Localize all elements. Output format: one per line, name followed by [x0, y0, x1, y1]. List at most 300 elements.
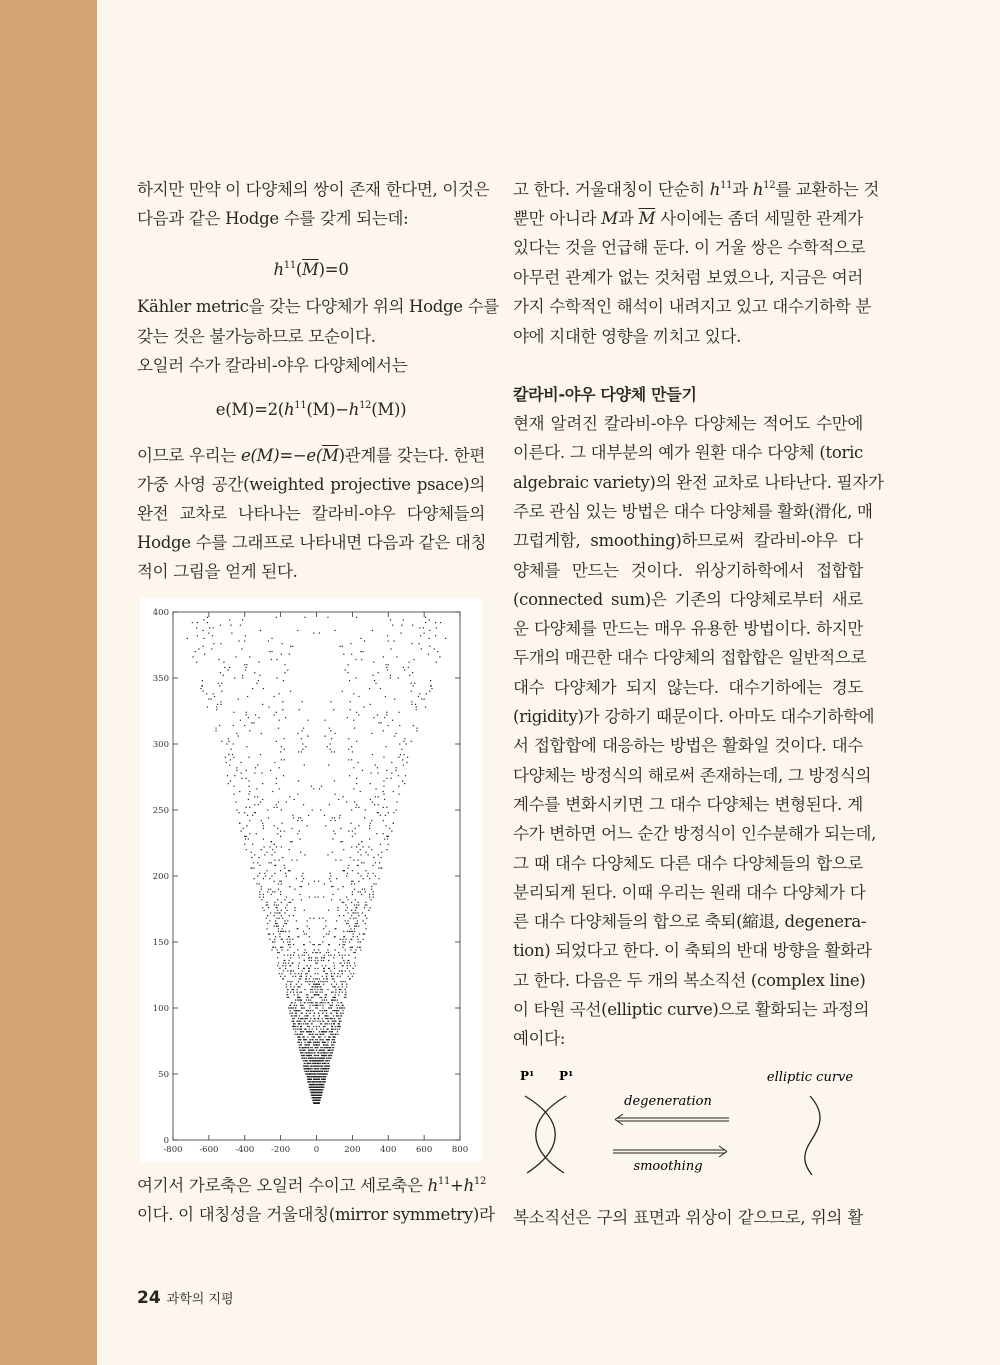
data-point [292, 899, 293, 900]
data-point [335, 833, 336, 834]
data-point [304, 854, 305, 855]
data-point [315, 1055, 316, 1056]
data-point [355, 910, 356, 911]
data-point [297, 794, 298, 795]
data-point [276, 907, 277, 908]
data-point [285, 717, 286, 718]
data-point [322, 1007, 323, 1008]
data-point [256, 788, 257, 789]
data-point [338, 1015, 339, 1016]
data-point [263, 897, 264, 898]
data-point [287, 669, 288, 670]
data-point [254, 812, 255, 813]
p1-label-right: P¹ [559, 1069, 574, 1083]
data-point [309, 1081, 310, 1082]
data-point [321, 1079, 322, 1080]
data-point [343, 931, 344, 932]
data-point [318, 1044, 319, 1045]
data-point [293, 989, 294, 990]
data-point [333, 1042, 334, 1043]
data-point [317, 1081, 318, 1082]
data-point [317, 1063, 318, 1064]
data-point [343, 960, 344, 961]
data-point [245, 635, 246, 636]
data-point [289, 1007, 290, 1008]
data-point [310, 965, 311, 966]
data-point [346, 801, 347, 802]
data-point [323, 1021, 324, 1022]
data-point [277, 828, 278, 829]
data-point [324, 970, 325, 971]
data-point [286, 923, 287, 924]
data-point [213, 693, 214, 694]
data-point [331, 751, 332, 752]
data-point [314, 1095, 315, 1096]
data-point [285, 907, 286, 908]
data-point [260, 630, 261, 631]
data-point [322, 1042, 323, 1043]
data-point [314, 881, 315, 882]
data-point [411, 683, 412, 684]
data-point [325, 1023, 326, 1024]
data-point [349, 680, 350, 681]
data-point [284, 831, 285, 832]
data-point [263, 838, 264, 839]
data-point [303, 968, 304, 969]
data-point [272, 791, 273, 792]
data-point [349, 970, 350, 971]
data-point [351, 902, 352, 903]
data-point [309, 1013, 310, 1014]
data-point [333, 1021, 334, 1022]
data-point [292, 815, 293, 816]
data-point [251, 722, 252, 723]
data-point [315, 1076, 316, 1077]
data-point [283, 931, 284, 932]
data-point [321, 1092, 322, 1093]
data-point [274, 696, 275, 697]
data-point [266, 902, 267, 903]
data-point [407, 757, 408, 758]
data-point [369, 897, 370, 898]
data-point [329, 878, 330, 879]
data-point [304, 1058, 305, 1059]
data-point [398, 757, 399, 758]
data-point [310, 1063, 311, 1064]
data-point [312, 1002, 313, 1003]
data-point [312, 986, 313, 987]
data-point [322, 1068, 323, 1069]
data-point [325, 1002, 326, 1003]
data-point [333, 709, 334, 710]
data-point [285, 965, 286, 966]
text-line: 뿐만 아니라 M과 $\overline{M}$ 사이에는 좀더 세밀한 관계가 [513, 209, 864, 228]
data-point [290, 955, 291, 956]
data-point [440, 622, 441, 623]
text-line: 이른다. 그 대부분의 예가 원환 대수 다양체 (toric [513, 443, 863, 463]
data-point [337, 999, 338, 1000]
data-point [393, 640, 394, 641]
data-point [279, 952, 280, 953]
data-point [315, 992, 316, 993]
data-point [289, 796, 290, 797]
data-point [318, 949, 319, 950]
data-point [207, 622, 208, 623]
data-point [309, 1087, 310, 1088]
data-point [424, 699, 425, 700]
data-point [278, 904, 279, 905]
data-point [274, 714, 275, 715]
data-point [360, 849, 361, 850]
data-point [295, 999, 296, 1000]
data-point [287, 920, 288, 921]
data-point [307, 1060, 308, 1061]
data-point [293, 1021, 294, 1022]
data-point [307, 1047, 308, 1048]
data-point [321, 786, 322, 787]
data-point [327, 1071, 328, 1072]
data-point [374, 804, 375, 805]
data-point [347, 899, 348, 900]
data-point [292, 963, 293, 964]
magazine-name: 과학의 지평 [166, 1292, 234, 1307]
data-point [274, 852, 275, 853]
data-point [288, 870, 289, 871]
data-point [305, 981, 306, 982]
data-point [398, 712, 399, 713]
data-point [362, 770, 363, 771]
data-point [259, 865, 260, 866]
data-point [300, 1002, 301, 1003]
data-point [289, 965, 290, 966]
data-point [411, 643, 412, 644]
data-point [281, 931, 282, 932]
data-point [297, 1029, 298, 1030]
data-point [320, 1029, 321, 1030]
data-point [211, 648, 212, 649]
data-point [281, 809, 282, 810]
data-point [330, 1007, 331, 1008]
data-point [413, 685, 414, 686]
data-point [370, 823, 371, 824]
data-point [289, 947, 290, 948]
data-point [319, 1005, 320, 1006]
data-point [391, 762, 392, 763]
data-point [312, 1065, 313, 1066]
data-point [282, 709, 283, 710]
data-point [337, 889, 338, 890]
data-point [276, 923, 277, 924]
data-point [312, 1095, 313, 1096]
data-point [399, 743, 400, 744]
data-point [258, 680, 259, 681]
data-point [319, 944, 320, 945]
data-point [326, 1073, 327, 1074]
data-point [332, 1034, 333, 1035]
data-point [329, 728, 330, 729]
data-point [353, 860, 354, 861]
data-point [358, 865, 359, 866]
data-point [314, 1097, 315, 1098]
data-point [335, 1034, 336, 1035]
data-point [416, 706, 417, 707]
data-point [336, 984, 337, 985]
y-tick-label: 250 [152, 806, 169, 816]
text-line-with-formula: 이므로 우리는 $e(M)=-e(\overline{M})$관계를 갖는다. 한편 [137, 446, 485, 465]
data-point [331, 984, 332, 985]
data-point [300, 1018, 301, 1019]
data-point [335, 1021, 336, 1022]
data-point [361, 659, 362, 660]
data-point [340, 815, 341, 816]
data-point [284, 664, 285, 665]
data-point [322, 999, 323, 1000]
data-point [389, 828, 390, 829]
data-point [328, 933, 329, 934]
data-point [276, 926, 277, 927]
data-point [317, 1089, 318, 1090]
data-point [298, 1018, 299, 1019]
data-point [364, 907, 365, 908]
data-point [331, 1007, 332, 1008]
data-point [369, 688, 370, 689]
data-point [373, 865, 374, 866]
data-point [335, 1042, 336, 1043]
data-point [409, 675, 410, 676]
data-point [340, 963, 341, 964]
data-point [303, 1036, 304, 1037]
data-point [373, 717, 374, 718]
data-point [244, 812, 245, 813]
data-point [271, 894, 272, 895]
data-point [216, 709, 217, 710]
data-point [322, 1002, 323, 1003]
data-point [279, 968, 280, 969]
data-point [302, 1005, 303, 1006]
data-point [309, 984, 310, 985]
data-point [290, 691, 291, 692]
data-point [317, 1039, 318, 1040]
data-point [334, 1018, 335, 1019]
data-point [420, 635, 421, 636]
data-point [322, 1076, 323, 1077]
data-point [360, 949, 361, 950]
data-point [292, 828, 293, 829]
data-point [312, 1052, 313, 1053]
data-point [386, 770, 387, 771]
data-point [267, 809, 268, 810]
data-point [320, 981, 321, 982]
data-point [353, 973, 354, 974]
y-tick-label: 300 [152, 740, 169, 750]
data-point [203, 691, 204, 692]
data-point [300, 1005, 301, 1006]
data-point [324, 1076, 325, 1077]
data-point [270, 770, 271, 771]
data-point [329, 1050, 330, 1051]
data-point [312, 1071, 313, 1072]
data-point [371, 886, 372, 887]
data-point [314, 1068, 315, 1069]
data-point [241, 778, 242, 779]
data-point [297, 1021, 298, 1022]
data-point [314, 994, 315, 995]
data-point [220, 704, 221, 705]
data-point [363, 939, 364, 940]
data-point [272, 849, 273, 850]
data-point [356, 804, 357, 805]
data-point [289, 981, 290, 982]
data-point [329, 1060, 330, 1061]
data-point [306, 952, 307, 953]
data-point [331, 899, 332, 900]
data-point [318, 1073, 319, 1074]
data-point [283, 775, 284, 776]
data-point [345, 992, 346, 993]
data-point [321, 960, 322, 961]
data-point [345, 904, 346, 905]
data-point [332, 997, 333, 998]
data-point [241, 648, 242, 649]
data-point [315, 986, 316, 987]
data-point [289, 1010, 290, 1011]
data-point [332, 992, 333, 993]
y-tick-label: 150 [152, 938, 169, 948]
data-point [327, 1042, 328, 1043]
data-point [350, 973, 351, 974]
x-tick-label: 600 [416, 1145, 433, 1155]
data-point [289, 870, 290, 871]
data-point [429, 619, 430, 620]
data-point [302, 873, 303, 874]
data-point [352, 836, 353, 837]
data-point [337, 1034, 338, 1035]
data-point [299, 1021, 300, 1022]
data-point [305, 1068, 306, 1069]
data-point [318, 881, 319, 882]
data-point [288, 1007, 289, 1008]
data-point [329, 968, 330, 969]
data-point [314, 949, 315, 950]
data-point [289, 941, 290, 942]
data-point [311, 1065, 312, 1066]
data-point [280, 894, 281, 895]
data-point [294, 1010, 295, 1011]
data-point [345, 941, 346, 942]
data-point [345, 970, 346, 971]
data-point [343, 915, 344, 916]
data-point [301, 973, 302, 974]
data-point [302, 1034, 303, 1035]
data-point [203, 630, 204, 631]
data-point [415, 704, 416, 705]
data-point [317, 1005, 318, 1006]
degeneration-smoothing-diagram [505, 1058, 875, 1183]
data-point [304, 1063, 305, 1064]
data-point [412, 672, 413, 673]
data-point [304, 1044, 305, 1045]
data-point [347, 960, 348, 961]
data-point [355, 957, 356, 958]
text-line: 갖는 것은 불가능하므로 모순이다. [137, 327, 376, 346]
data-point [277, 910, 278, 911]
data-point [276, 918, 277, 919]
data-point [279, 912, 280, 913]
data-point [308, 815, 309, 816]
data-point [311, 957, 312, 958]
data-point [400, 754, 401, 755]
data-point [403, 741, 404, 742]
data-point [355, 833, 356, 834]
data-point [328, 1002, 329, 1003]
data-point [187, 638, 188, 639]
data-point [428, 654, 429, 655]
data-point [274, 904, 275, 905]
data-point [279, 788, 280, 789]
data-point [318, 1055, 319, 1056]
data-point [331, 973, 332, 974]
data-point [314, 1087, 315, 1088]
data-point [384, 799, 385, 800]
data-point [323, 1029, 324, 1030]
data-point [304, 1007, 305, 1008]
data-point [321, 1065, 322, 1066]
data-point [314, 1044, 315, 1045]
data-point [445, 638, 446, 639]
data-point [358, 904, 359, 905]
data-point [328, 1068, 329, 1069]
data-point [246, 664, 247, 665]
data-point [351, 746, 352, 747]
data-point [312, 1005, 313, 1006]
data-point [350, 857, 351, 858]
data-point [242, 619, 243, 620]
data-point [342, 886, 343, 887]
data-point [312, 981, 313, 982]
data-point [330, 701, 331, 702]
data-point [328, 952, 329, 953]
data-point [295, 1007, 296, 1008]
data-point [326, 1058, 327, 1059]
data-point [390, 619, 391, 620]
data-point [372, 630, 373, 631]
text-line: 다음과 같은 Hodge 수를 갖게 되는데: [137, 209, 409, 228]
data-point [256, 883, 257, 884]
data-point [309, 1055, 310, 1056]
data-point [334, 973, 335, 974]
data-point [333, 963, 334, 964]
data-point [303, 878, 304, 879]
data-point [350, 947, 351, 948]
data-point [325, 720, 326, 721]
data-point [373, 894, 374, 895]
data-point [326, 1044, 327, 1045]
data-point [302, 1007, 303, 1008]
data-point [233, 757, 234, 758]
data-point [351, 759, 352, 760]
data-point [394, 699, 395, 700]
data-point [350, 643, 351, 644]
data-point [322, 965, 323, 966]
data-point [293, 970, 294, 971]
data-point [313, 978, 314, 979]
data-point [236, 733, 237, 734]
data-point [247, 696, 248, 697]
data-point [339, 1007, 340, 1008]
data-point [309, 1039, 310, 1040]
data-point [320, 1034, 321, 1035]
data-point [396, 801, 397, 802]
